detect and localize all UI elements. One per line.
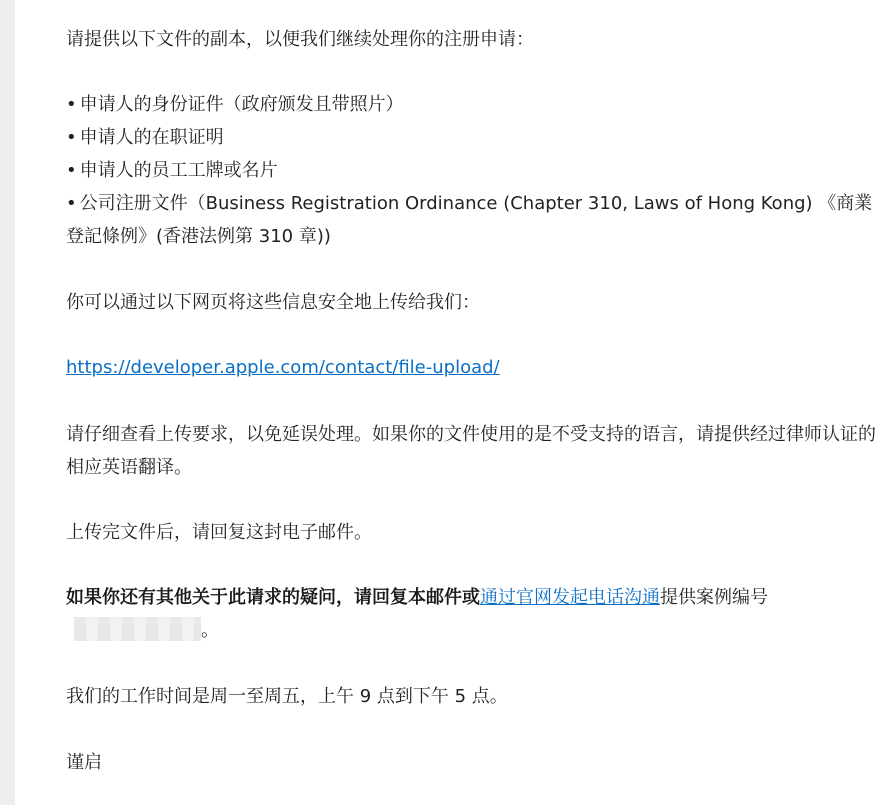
after-upload-text: 上传完文件后，请回复这封电子邮件。	[66, 522, 372, 543]
bullet: •	[66, 94, 77, 115]
list-item	[66, 121, 886, 154]
list-item-text: 公司注册文件（Business Registration Ordinance (Chapter 310, Laws of Hong Kong) 《商業登記條例》(香港法例第 310 章))	[66, 193, 873, 247]
upload-intro-text: 你可以通过以下网页将这些信息安全地上传给我们：	[66, 292, 480, 313]
bullet: •	[66, 160, 77, 181]
questions-tail-text: 提供案例编号	[660, 587, 768, 608]
questions-paragraph	[66, 581, 826, 647]
upload-link[interactable]: https://developer.apple.com/contact/file-upload/	[66, 357, 500, 378]
working-hours-text: 我们的工作时间是周一至周五，上午 9 点到下午 5 点。	[66, 686, 508, 707]
signoff-text: 谨启	[66, 752, 102, 773]
upload-link-paragraph	[66, 351, 500, 384]
intro-text: 请提供以下文件的副本，以便我们继续处理你的注册申请：	[66, 29, 534, 50]
left-gutter	[0, 0, 15, 805]
bullet: •	[66, 193, 77, 214]
questions-bold-text: 如果你还有其他关于此请求的疑问，请回复本邮件或	[66, 587, 480, 608]
list-item	[66, 154, 886, 187]
questions-end-text: 。	[201, 620, 219, 641]
list-item	[66, 88, 886, 121]
bullet: •	[66, 127, 77, 148]
phone-contact-link[interactable]: 通过官网发起电话沟通	[480, 587, 660, 608]
document-list	[66, 88, 886, 253]
list-item-text: 申请人的员工工牌或名片	[79, 160, 278, 181]
redacted-case-number	[74, 617, 201, 641]
review-text: 请仔细查看上传要求，以免延误处理。如果你的文件使用的是不受支持的语言，请提供经过律师认证的相应英语翻译。	[66, 424, 876, 478]
list-item-text: 申请人的身份证件（政府颁发且带照片）	[79, 94, 404, 115]
list-item	[66, 187, 886, 253]
list-item-text: 申请人的在职证明	[79, 127, 224, 148]
